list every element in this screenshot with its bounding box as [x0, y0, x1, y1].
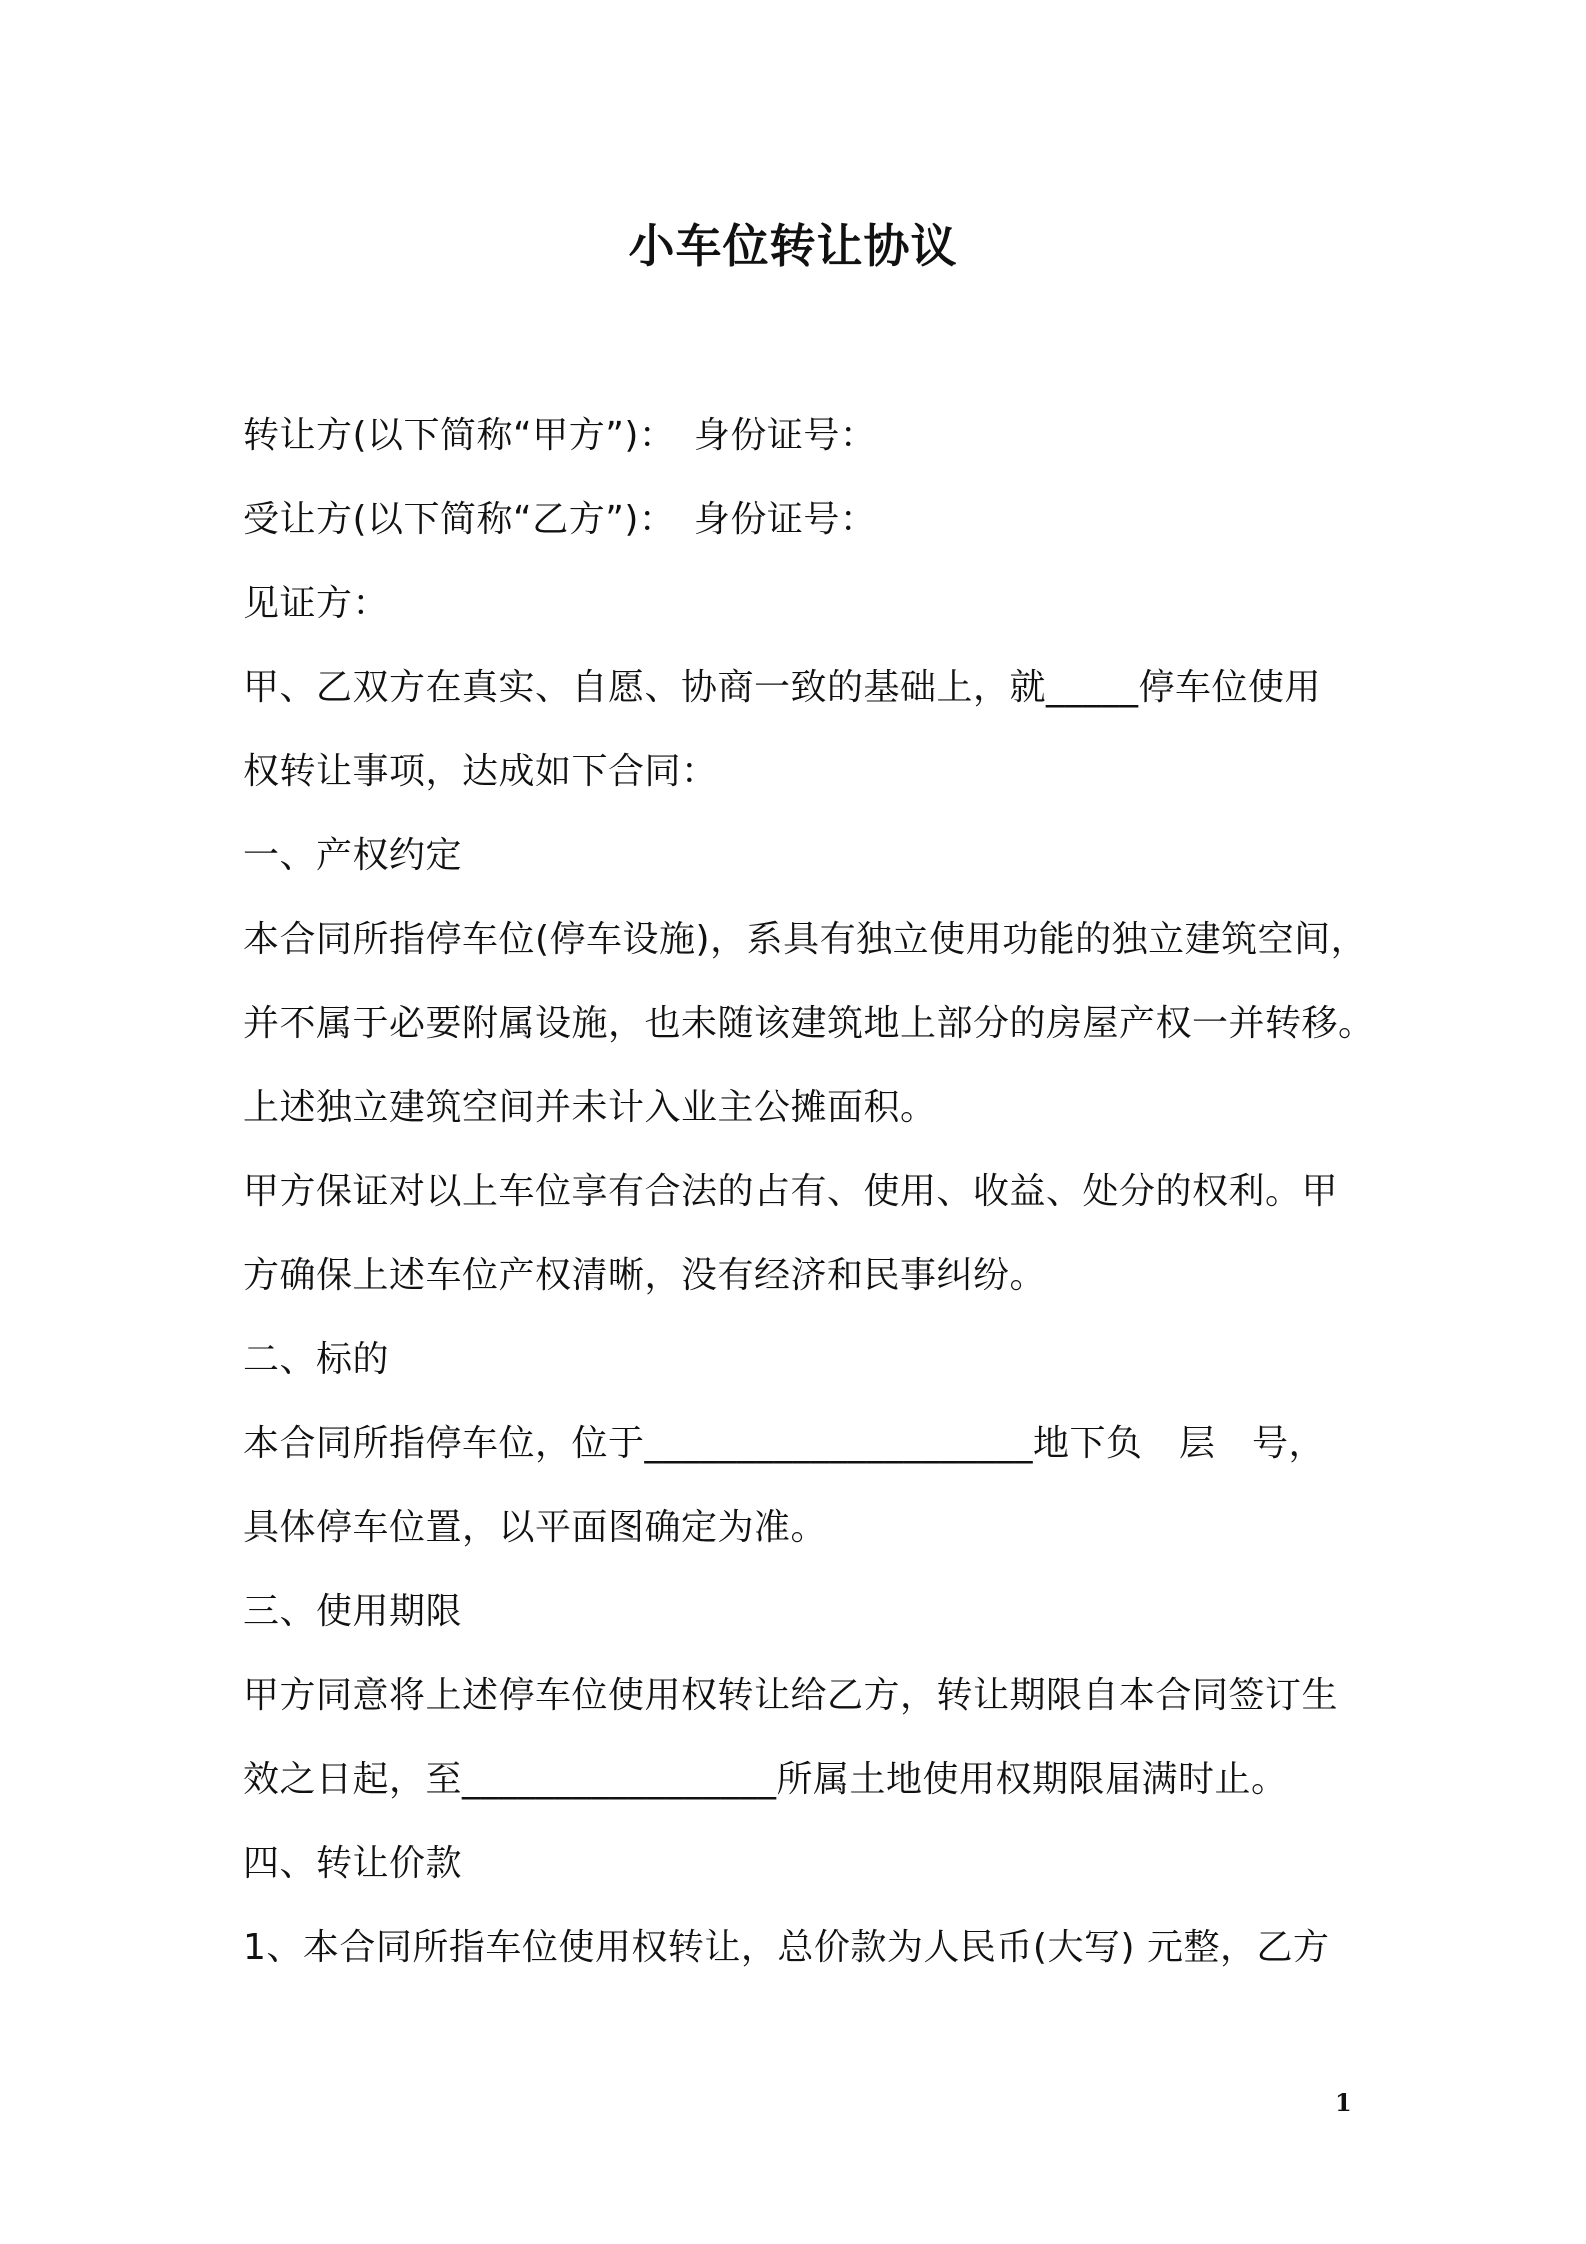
page-number: 1 — [1335, 2088, 1352, 2117]
ownership-paragraph-line-2: 并不属于必要附属设施，也未随该建筑地上部分的房屋产权一并转移。 — [243, 1003, 1375, 1044]
section-heading-term: 三、使用期限 — [243, 1591, 463, 1632]
guarantee-paragraph-line-2: 方确保上述车位产权清晰，没有经济和民事纠纷。 — [243, 1255, 1047, 1296]
section-heading-ownership: 一、产权约定 — [243, 835, 463, 876]
document-title: 小车位转让协议 — [628, 219, 958, 273]
term-paragraph-line-2: 效之日起，至_________________所属土地使用权期限届满时止。 — [243, 1759, 1288, 1800]
ownership-paragraph-line-3: 上述独立建筑空间并未计入业主公摊面积。 — [243, 1087, 937, 1128]
transferor-line: 转让方(以下简称“甲方”)： 身份证号： — [243, 415, 877, 456]
ownership-paragraph-line-1: 本合同所指停车位(停车设施)，系具有独立使用功能的独立建筑空间， — [243, 919, 1368, 960]
preamble-line-1: 甲、乙双方在真实、自愿、协商一致的基础上，就_____停车位使用 — [243, 667, 1322, 708]
price-paragraph-line-1: 1、本合同所指车位使用权转让，总价款为人民币(大写) 元整，乙方 — [243, 1927, 1330, 1968]
section-heading-subject: 二、标的 — [243, 1339, 390, 1380]
preamble-line-2: 权转让事项，达成如下合同： — [243, 751, 718, 792]
transferee-line: 受让方(以下简称“乙方”)： 身份证号： — [243, 499, 877, 540]
term-paragraph-line-1: 甲方同意将上述停车位使用权转让给乙方，转让期限自本合同签订生 — [243, 1675, 1339, 1716]
subject-paragraph-line-2: 具体停车位置，以平面图确定为准。 — [243, 1507, 828, 1548]
witness-line: 见证方： — [243, 583, 390, 624]
guarantee-paragraph-line-1: 甲方保证对以上车位享有合法的占有、使用、收益、处分的权利。甲 — [243, 1171, 1339, 1212]
section-heading-price: 四、转让价款 — [243, 1843, 463, 1884]
subject-paragraph-line-1: 本合同所指停车位，位于_____________________地下负 层 号， — [243, 1423, 1326, 1464]
